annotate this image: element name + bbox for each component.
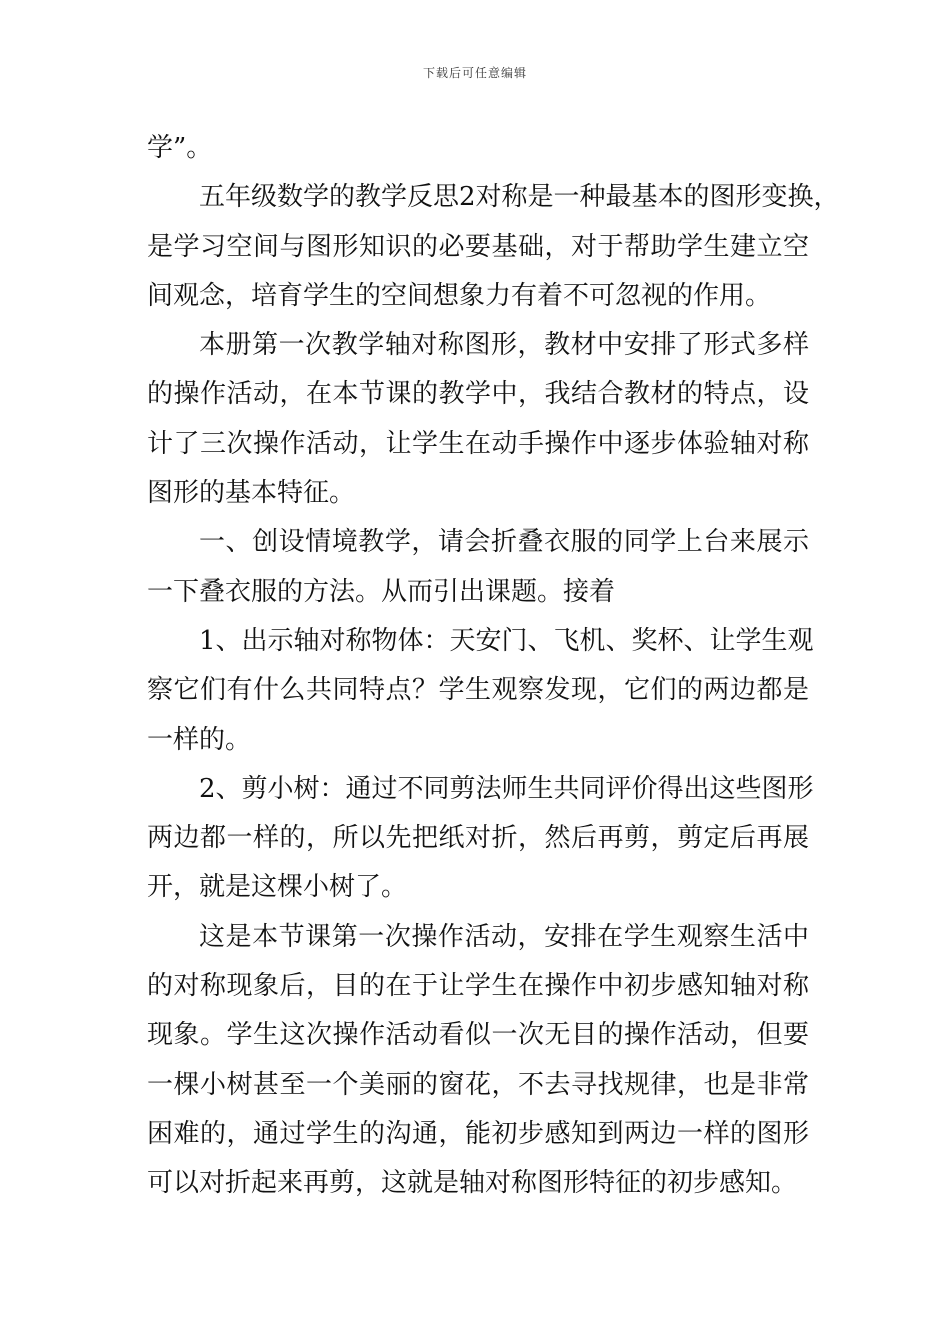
text-line: 现象。学生这次操作活动看似一次无目的操作活动，但要 [147,1020,809,1051]
text-line: 五年级数学的教学反思2对称是一种最基本的图形变换， [199,182,840,213]
text-line: 1、出示轴对称物体：天安门、飞机、奖杯、让学生观 [199,625,814,656]
text-line: 学”。 [147,133,213,163]
text-line: 一、创设情境教学，请会折叠衣服的同学上台来展示 [199,527,809,558]
text-line: 可以对折起来再剪，这就是轴对称图形特征的初步感知。 [147,1168,798,1199]
text-line: 这是本节课第一次操作活动，安排在学生观察生活中 [199,921,809,952]
text-line: 的对称现象后，目的在于让学生在操作中初步感知轴对称 [147,971,809,1002]
text-line: 是学习空间与图形知识的必要基础，对于帮助学生建立空 [147,231,809,262]
text-line: 图形的基本特征。 [147,478,356,509]
text-line: 间观念，培育学生的空间想象力有着不可忽视的作用。 [147,280,772,311]
text-line: 本册第一次教学轴对称图形，教材中安排了形式多样 [199,330,809,361]
text-line: 开，就是这棵小树了。 [147,872,408,903]
page-header-note: 下载后可任意编辑 [422,66,527,80]
text-line: 一样的。 [147,724,252,755]
text-line: 的操作活动，在本节课的教学中，我结合教材的特点，设 [147,379,809,410]
text-line: 两边都一样的，所以先把纸对折，然后再剪，剪定后再展 [147,823,809,854]
text-line: 一棵小树甚至一个美丽的窗花，不去寻找规律，也是非常 [147,1069,809,1100]
text-line: 一下叠衣服的方法。从而引出课题。接着 [147,576,616,607]
text-line: 2、剪小树：通过不同剪法师生共同评价得出这些图形 [199,773,814,804]
text-line: 察它们有什么共同特点？学生观察发现，它们的两边都是 [147,675,809,706]
document-body [147,124,840,1209]
text-line: 困难的，通过学生的沟通，能初步感知到两边一样的图形 [147,1118,809,1149]
text-line: 计了三次操作活动，让学生在动手操作中逐步体验轴对称 [147,428,809,459]
